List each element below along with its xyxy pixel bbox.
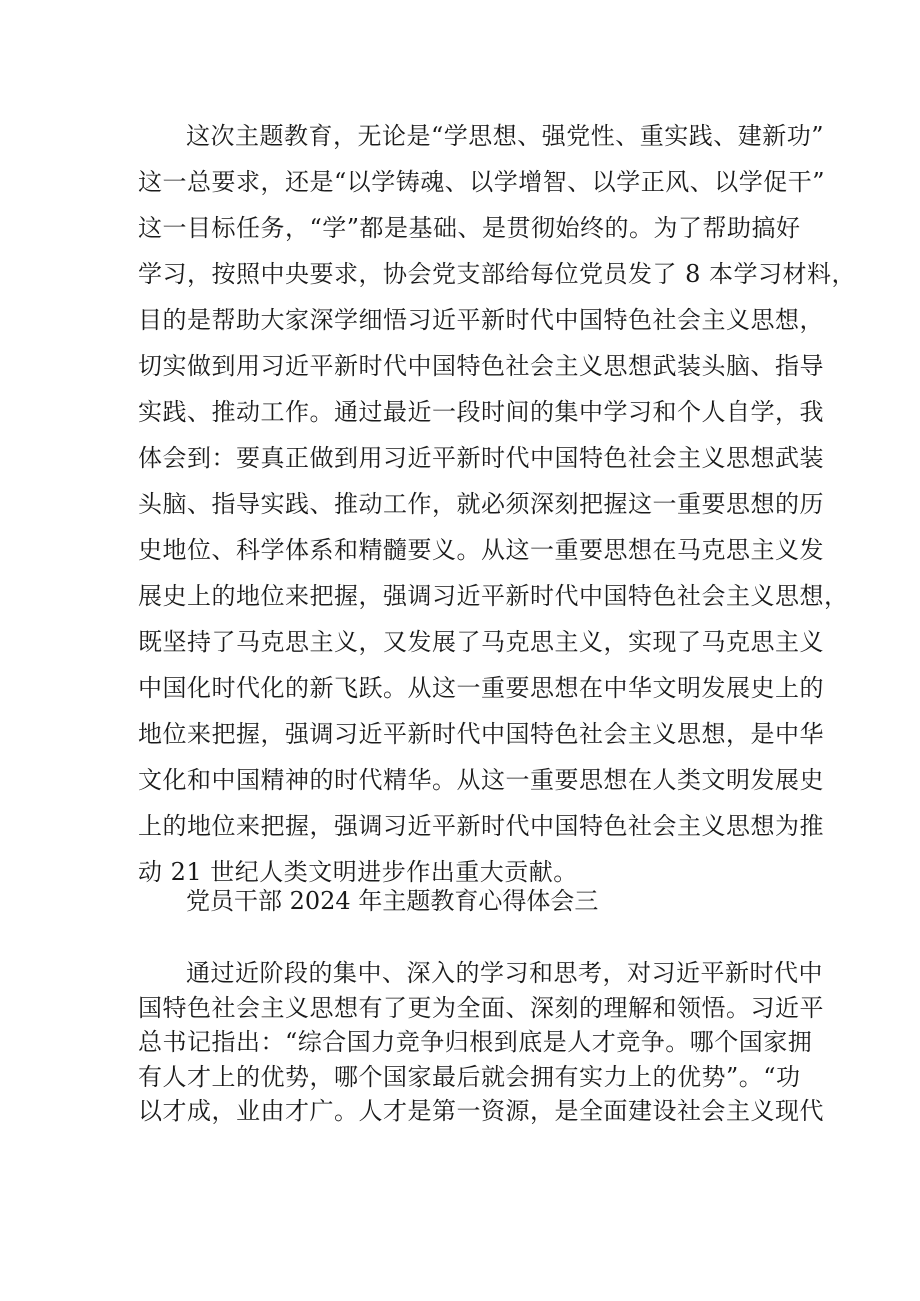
text-line: 动 21 世纪人类文明进步作出重大贡献。 bbox=[138, 858, 578, 886]
body-paragraph-2 bbox=[138, 956, 824, 1129]
text-line: 以才成，业由才广。人才是第一资源，是全面建设社会主义现代 bbox=[138, 1097, 824, 1126]
text-line: 国特色社会主义思想有了更为全面、深刻的理解和领悟。习近平 bbox=[138, 993, 824, 1022]
text-line: 史地位、科学体系和精髓要义。从这一重要思想在马克思主义发 bbox=[138, 536, 824, 564]
text-line: 文化和中国精神的时代精华。从这一重要思想在人类文明发展史 bbox=[138, 766, 824, 794]
text-line: 这次主题教育，无论是“学思想、强党性、重实践、建新功” bbox=[186, 122, 825, 150]
text-line: 有人才上的优势，哪个国家最后就会拥有实力上的优势”。“功 bbox=[138, 1062, 801, 1091]
text-line: 上的地位来把握，强调习近平新时代中国特色社会主义思想为推 bbox=[138, 812, 824, 840]
text-line: 体会到：要真正做到用习近平新时代中国特色社会主义思想武装 bbox=[138, 444, 824, 472]
text-line: 学习，按照中央要求，协会党支部给每位党员发了 8 本学习材料， bbox=[138, 260, 857, 288]
text-line: 展史上的地位来把握，强调习近平新时代中国特色社会主义思想， bbox=[138, 582, 849, 610]
body-paragraph-1 bbox=[138, 113, 857, 895]
text-line: 地位来把握，强调习近平新时代中国特色社会主义思想，是中华 bbox=[138, 720, 824, 748]
text-line: 这一目标任务，“学”都是基础、是贯彻始终的。为了帮助搞好 bbox=[138, 214, 801, 242]
text-line: 实践、推动工作。通过最近一段时间的集中学习和个人自学，我 bbox=[138, 398, 824, 426]
text-line: 总书记指出：“综合国力竞争归根到底是人才竞争。哪个国家拥 bbox=[138, 1028, 813, 1057]
text-line: 既坚持了马克思主义，又发展了马克思主义，实现了马克思主义 bbox=[138, 628, 824, 656]
section-heading: 党员干部 2024 年主题教育心得体会三 bbox=[186, 887, 599, 915]
text-line: 头脑、指导实践、推动工作，就必须深刻把握这一重要思想的历 bbox=[138, 490, 824, 518]
text-line: 这一总要求，还是“以学铸魂、以学增智、以学正风、以学促干” bbox=[138, 168, 826, 196]
text-line: 目的是帮助大家深学细悟习近平新时代中国特色社会主义思想， bbox=[138, 306, 824, 334]
text-line: 切实做到用习近平新时代中国特色社会主义思想武装头脑、指导 bbox=[138, 352, 824, 380]
text-line: 中国化时代化的新飞跃。从这一重要思想在中华文明发展史上的 bbox=[138, 674, 824, 702]
text-line: 通过近阶段的集中、深入的学习和思考，对习近平新时代中 bbox=[186, 959, 823, 987]
